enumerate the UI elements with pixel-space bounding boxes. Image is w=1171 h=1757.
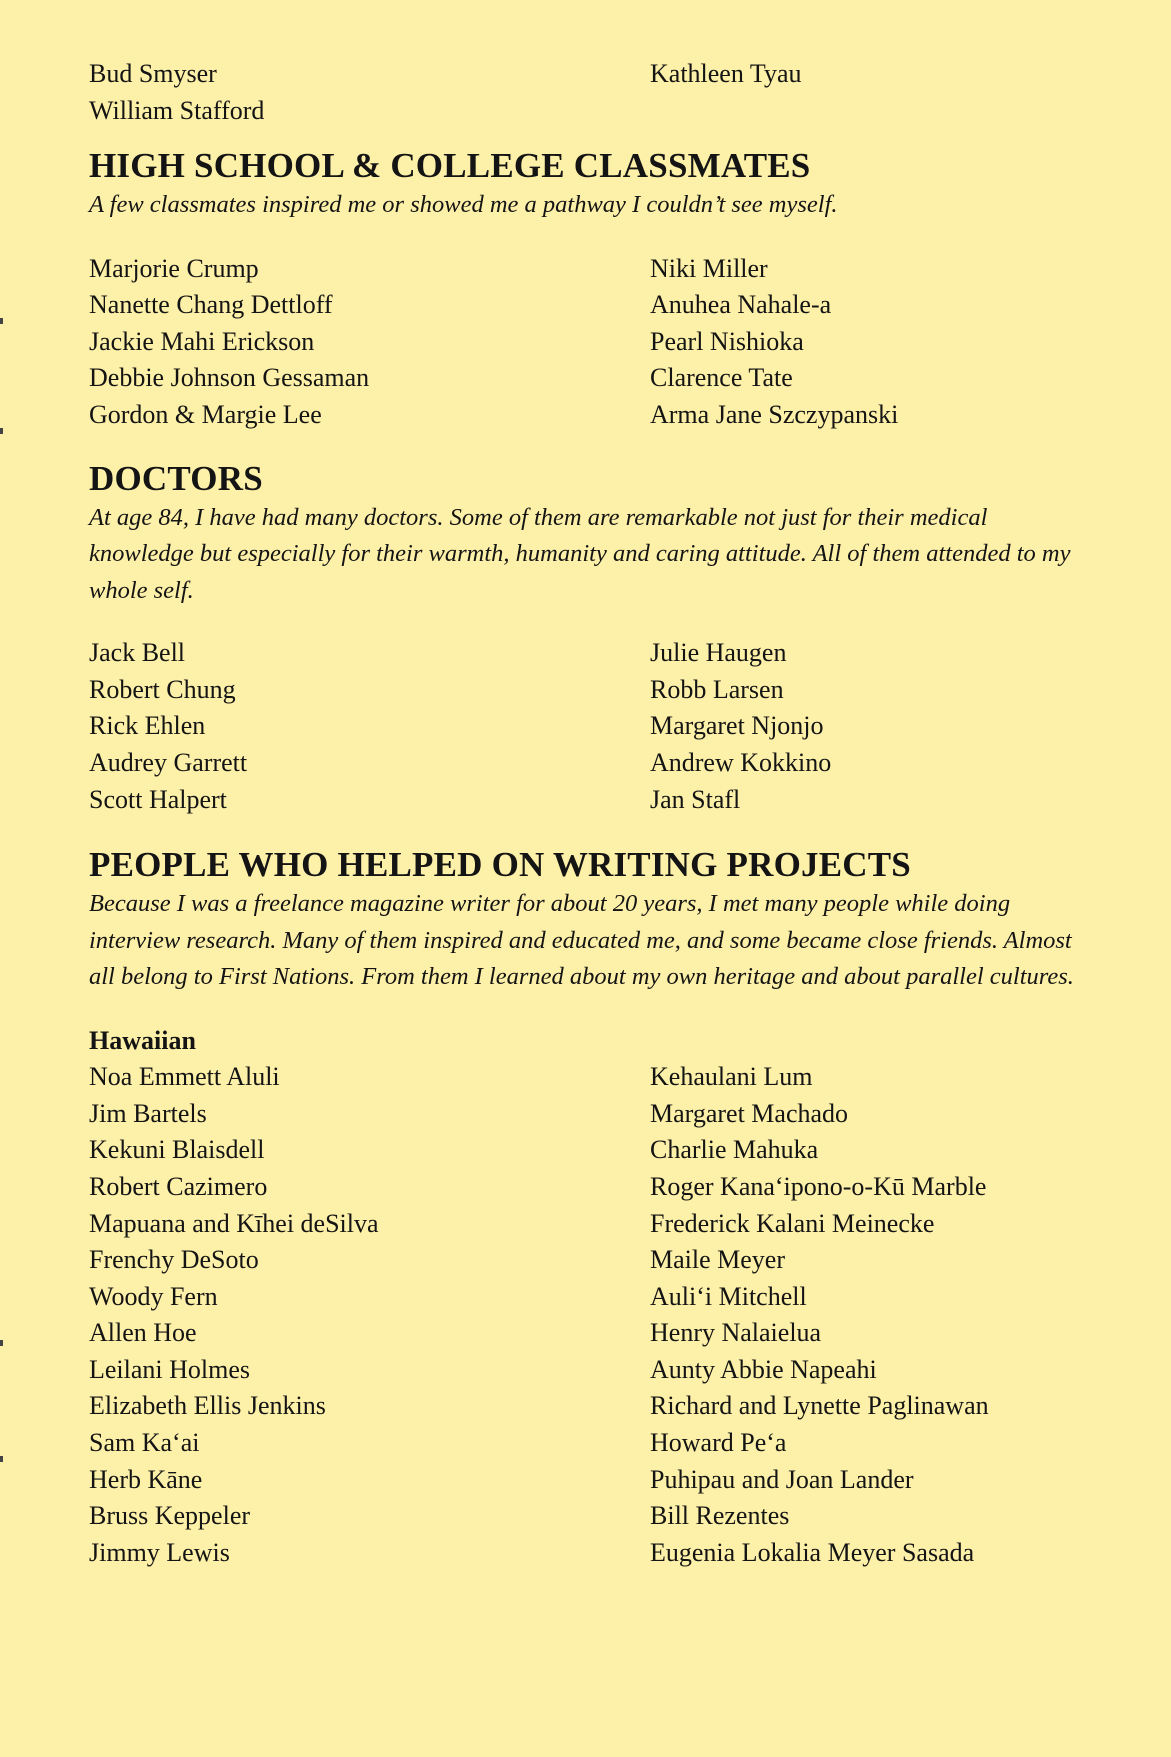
list-item: Scott Halpert bbox=[89, 784, 227, 814]
list-item: Kehaulani Lum bbox=[650, 1062, 813, 1092]
list-item: Richard and Lynette Paglinawan bbox=[650, 1391, 989, 1421]
list-item: Rick Ehlen bbox=[89, 711, 206, 741]
scan-mark bbox=[0, 428, 3, 434]
list-item: Bill Rezentes bbox=[650, 1501, 790, 1531]
list-item: Frederick Kalani Meinecke bbox=[650, 1208, 935, 1238]
list-item: Roger Kana‘ipono-o-Kū Marble bbox=[650, 1171, 987, 1201]
list-item: Pearl Nishioka bbox=[650, 326, 804, 356]
list-item: Bruss Keppeler bbox=[89, 1501, 251, 1531]
list-item: Sam Ka‘ai bbox=[89, 1428, 200, 1458]
list-item: Mapuana and Kīhei deSilva bbox=[89, 1208, 379, 1238]
top-name-list bbox=[89, 56, 1089, 129]
hawaiian-left-column bbox=[89, 1059, 650, 1571]
scan-mark bbox=[0, 318, 3, 324]
list-item: Margaret Machado bbox=[650, 1098, 849, 1128]
top-right-column bbox=[650, 56, 1089, 129]
list-item: Julie Haugen bbox=[650, 638, 787, 668]
list-item: Robert Cazimero bbox=[89, 1171, 268, 1201]
list-item: Aunty Abbie Napeahi bbox=[650, 1354, 877, 1384]
list-item: Nanette Chang Dettloff bbox=[89, 290, 333, 320]
list-item: Jim Bartels bbox=[89, 1098, 207, 1128]
list-item: Frenchy DeSoto bbox=[89, 1245, 259, 1275]
list-item: Marjorie Crump bbox=[89, 253, 259, 283]
classmates-intro: A few classmates inspired me or showed me a pathway I couldn’t see myself. bbox=[89, 191, 838, 219]
list-item: Elizabeth Ellis Jenkins bbox=[89, 1391, 326, 1421]
doctors-left-column bbox=[89, 635, 650, 818]
writing-intro: Because I was a freelance magazine writer for about 20 years, I met many people while doing interview research. Many of them inspired and educated me, and some became close friends. Almost all belong to First Nations. From them I learned about my own heritage and about parallel cultures. bbox=[89, 890, 1074, 991]
list-item: Jackie Mahi Erickson bbox=[89, 326, 315, 356]
list-item: Kekuni Blaisdell bbox=[89, 1135, 265, 1165]
list-item: Bud Smyser bbox=[89, 59, 217, 88]
list-item: Margaret Njonjo bbox=[650, 711, 824, 741]
list-item: Andrew Kokkino bbox=[650, 747, 832, 777]
list-item: Noa Emmett Aluli bbox=[89, 1062, 280, 1092]
classmates-list bbox=[89, 251, 1089, 434]
list-item: Woody Fern bbox=[89, 1281, 218, 1311]
list-item: Puhipau and Joan Lander bbox=[650, 1464, 914, 1494]
list-item: Robert Chung bbox=[89, 674, 236, 704]
doctors-heading: DOCTORS bbox=[89, 458, 263, 498]
top-left-column bbox=[89, 56, 650, 129]
list-item: Kathleen Tyau bbox=[650, 59, 802, 88]
list-item: Anuhea Nahale-a bbox=[650, 290, 832, 320]
classmates-right-column bbox=[650, 251, 1089, 434]
list-item: Eugenia Lokalia Meyer Sasada bbox=[650, 1537, 975, 1567]
list-item: Debbie Johnson Gessaman bbox=[89, 363, 370, 393]
scan-mark bbox=[0, 1456, 3, 1462]
list-item: Jimmy Lewis bbox=[89, 1537, 230, 1567]
list-item: Henry Nalaielua bbox=[650, 1318, 822, 1348]
list-item: Allen Hoe bbox=[89, 1318, 197, 1348]
doctors-list bbox=[89, 635, 1089, 818]
list-item: Leilani Holmes bbox=[89, 1354, 251, 1384]
list-item: Arma Jane Szczypanski bbox=[650, 400, 899, 430]
list-item: Audrey Garrett bbox=[89, 747, 248, 777]
list-item: Howard Pe‘a bbox=[650, 1428, 787, 1458]
scan-mark bbox=[0, 1340, 3, 1346]
list-item: Jan Stafl bbox=[650, 784, 741, 814]
page bbox=[89, 56, 1089, 1571]
writing-heading: PEOPLE WHO HELPED ON WRITING PROJECTS bbox=[89, 845, 911, 885]
hawaiian-subheading: Hawaiian bbox=[89, 1025, 196, 1055]
list-item: Herb Kāne bbox=[89, 1464, 203, 1494]
list-item: Robb Larsen bbox=[650, 674, 784, 704]
classmates-left-column bbox=[89, 251, 650, 434]
list-item: William Stafford bbox=[89, 95, 265, 125]
list-item: Auli‘i Mitchell bbox=[650, 1281, 807, 1311]
list-item: Niki Miller bbox=[650, 253, 768, 283]
list-item: Clarence Tate bbox=[650, 363, 793, 393]
hawaiian-list bbox=[89, 1059, 1089, 1571]
list-item: Jack Bell bbox=[89, 638, 186, 668]
doctors-right-column bbox=[650, 635, 1089, 818]
list-item: Gordon & Margie Lee bbox=[89, 400, 322, 430]
list-item: Maile Meyer bbox=[650, 1245, 786, 1275]
hawaiian-right-column bbox=[650, 1059, 1089, 1571]
classmates-heading: HIGH SCHOOL & COLLEGE CLASSMATES bbox=[89, 146, 811, 186]
doctors-intro: At age 84, I have had many doctors. Some of them are remarkable not just for their medical knowledge but especially for their warmth, humanity and caring attitude. All of them attended to my whole self. bbox=[89, 503, 1071, 604]
list-item: Charlie Mahuka bbox=[650, 1135, 819, 1165]
